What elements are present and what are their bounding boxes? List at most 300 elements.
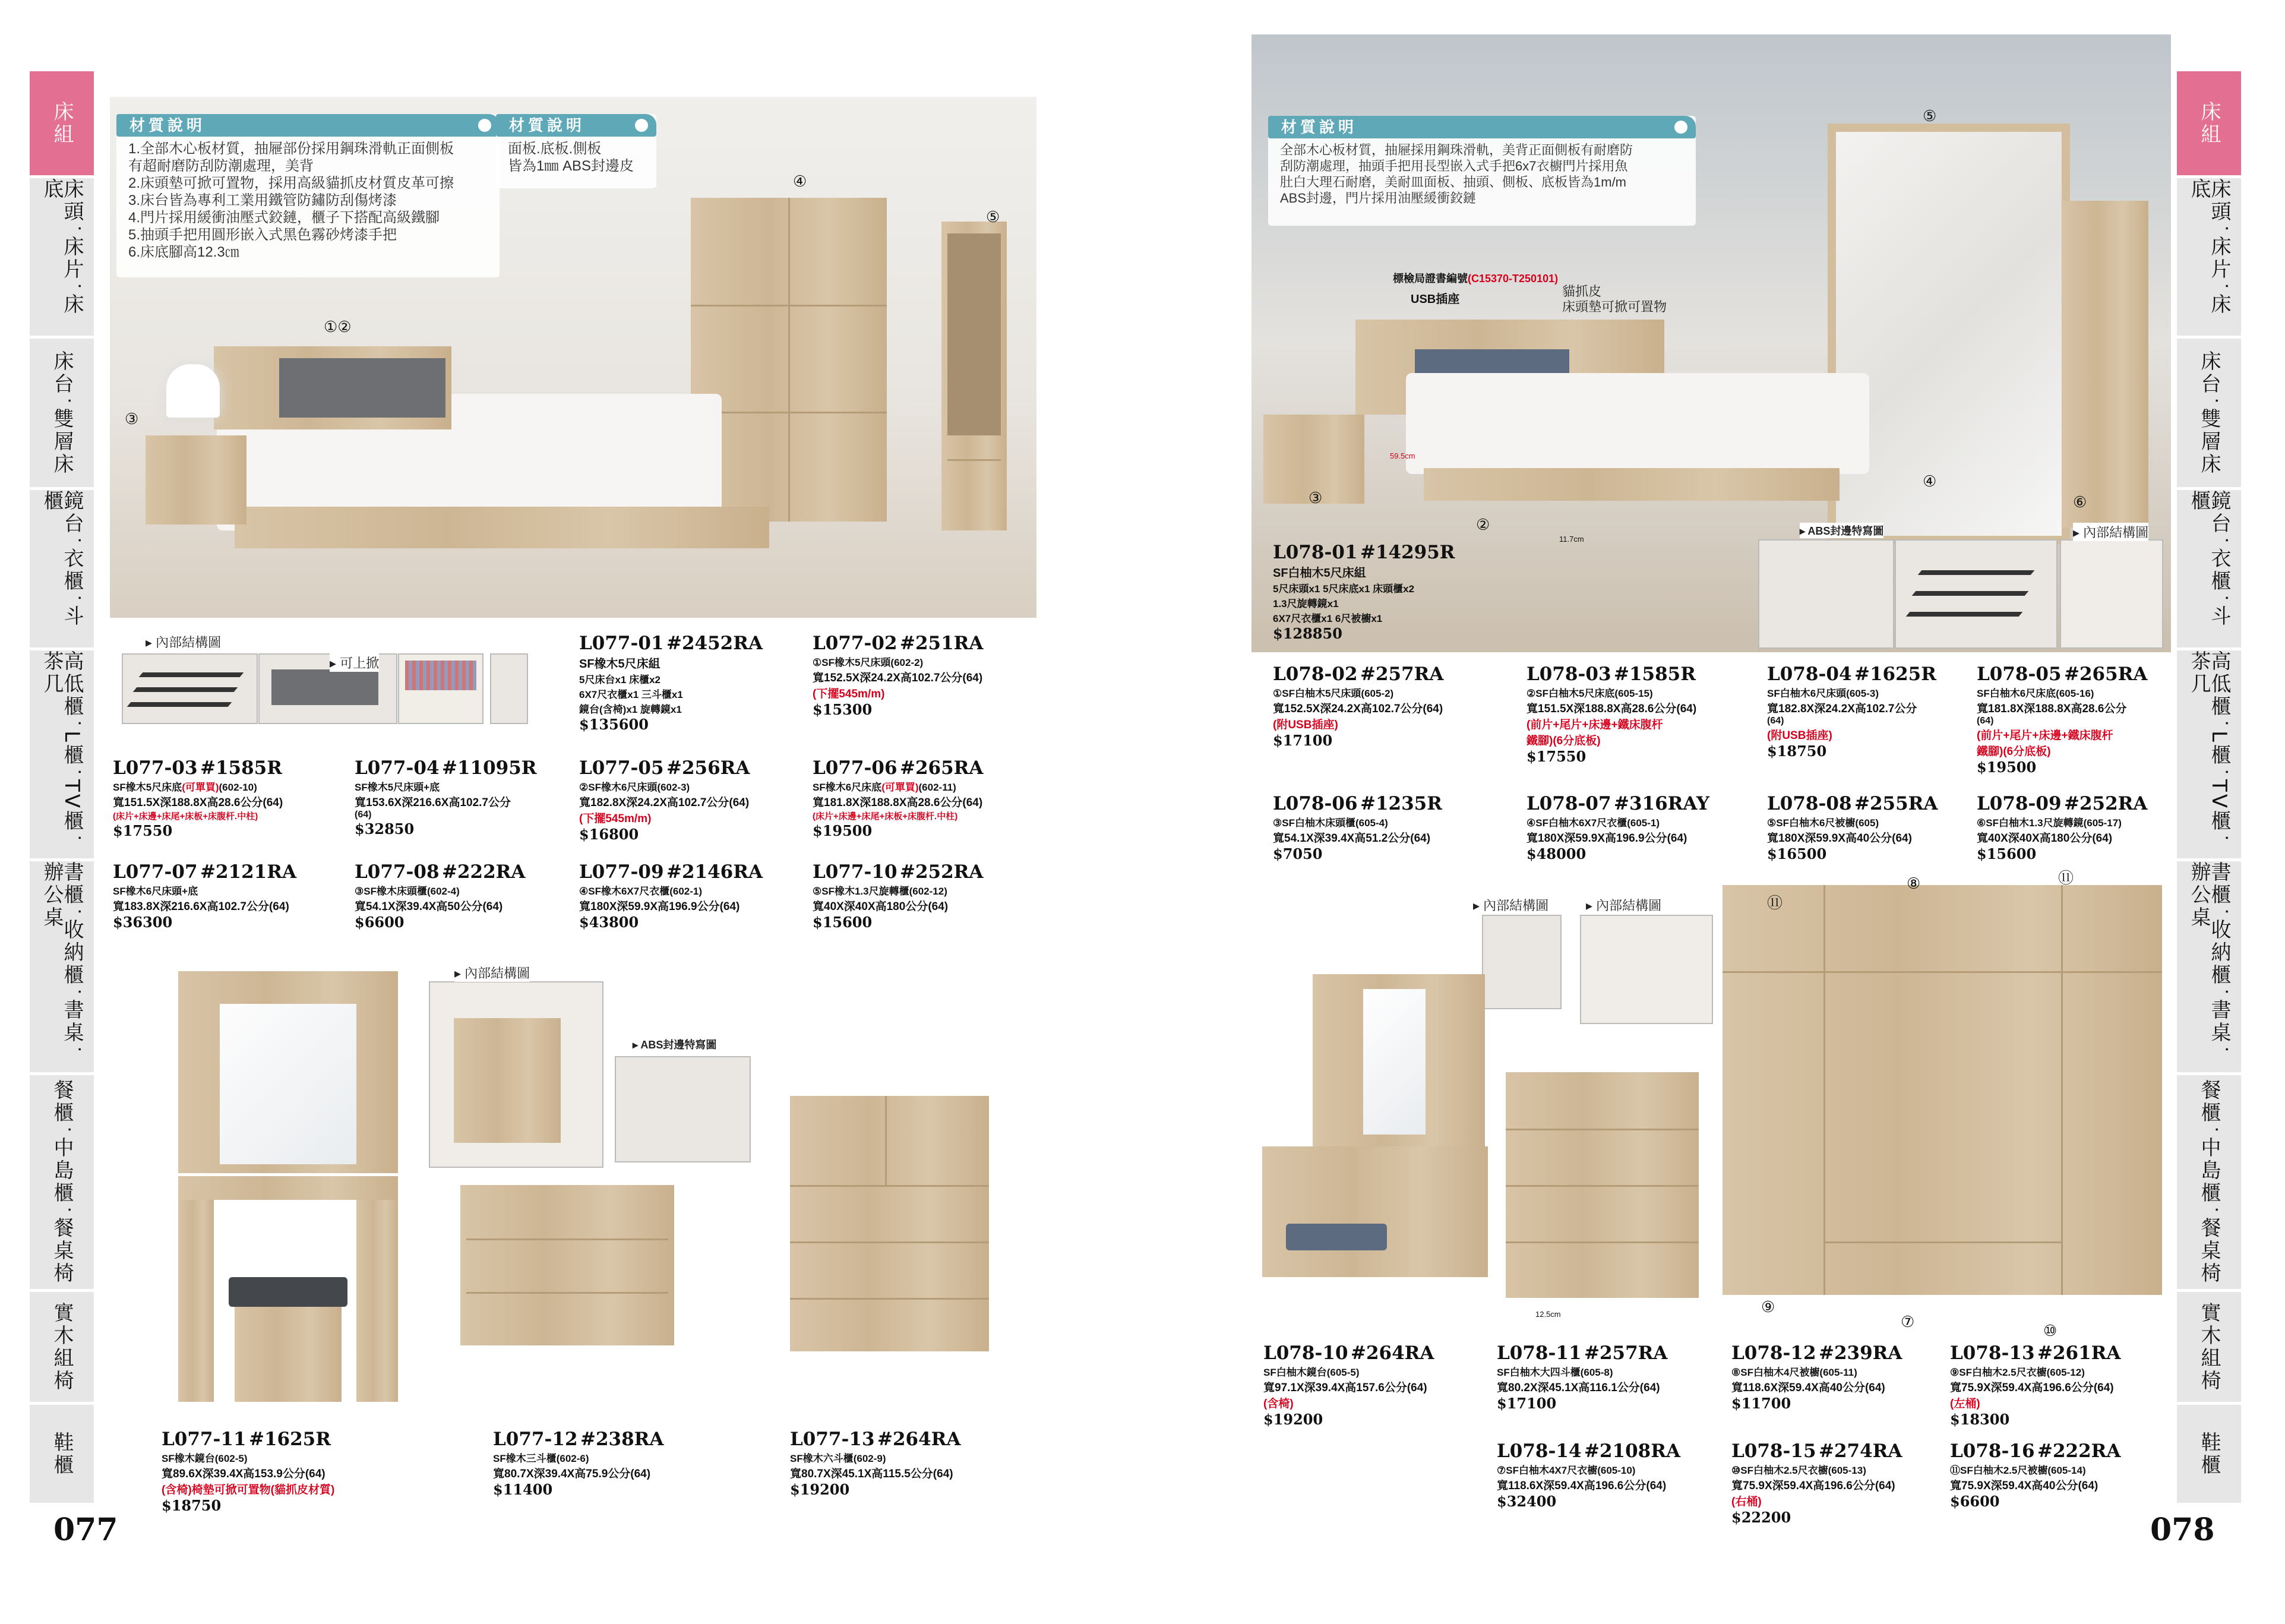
product-price: $11400 [493,1481,553,1498]
price-code: #274RA [1818,1440,1902,1462]
height-59-5: 59.5cm [1390,451,1415,460]
tab-label: 書櫃˙收納櫃˙書桌˙辦公桌 [40,861,84,1057]
product-name-red: (可單買) [881,782,919,793]
product-dimensions: 寬151.5X深188.8X高28.6公分(64) [113,797,283,809]
price-code: #257RA [1584,1342,1668,1364]
product-price: $36300 [113,914,173,931]
product-note: (前片+尾片+床邊+鐵床腹杆 鐵腳)(6分底板) [1977,729,2113,758]
internal-structure-label: ▸ 內部結構圖 [146,633,221,651]
product-price: $17550 [113,822,173,839]
tab-label: 床組 [2197,100,2221,146]
tab-shoe-cabinet[interactable] [30,1405,94,1506]
product-price: $18750 [162,1497,222,1514]
material-header [496,114,656,137]
price-code: #2121RA [200,861,297,883]
tab-label: 實木組椅 [2197,1301,2221,1392]
wardrobe-internal-inset-2 [1580,915,1713,1024]
product-code: L078-13 [1950,1342,2035,1364]
product-dimensions: 寬75.9X深59.4X高40公分(64) [1950,1480,2098,1492]
tab-label: 高低櫃˙L櫃˙TV櫃˙茶几 [2187,650,2231,845]
product-price: $19500 [1977,759,2037,776]
tab-label: 床台˙雙層床 [2197,350,2221,476]
product-code: L077-11 [162,1429,246,1450]
price-code: #239RA [1818,1342,1902,1364]
product-dimensions: 寬183.8X深216.6X高102.7公分(64) [113,901,289,913]
set-line: 1.3尺旋轉鏡x1 [1273,598,1339,609]
page-number-left: 077 [53,1512,118,1548]
product-price: $135600 [579,716,649,733]
tab-label: 床頭˙床片˙床底 [2187,178,2231,316]
product-price: $17550 [1527,748,1586,765]
marker-7: ⑦ [1901,1313,1915,1331]
product-note: (下擺545m/m) [813,688,885,700]
tab-label: 高低櫃˙L櫃˙TV櫃˙茶几 [40,650,84,845]
set-line: 6X7尺衣櫃x1 6尺被櫥x1 [1273,613,1383,624]
marker-9: ⑨ [1761,1298,1775,1316]
label-text: 內部結構圖 [156,635,222,650]
product-dimensions: 寬180X深59.9X高196.9公分(64) [579,901,740,913]
product-L077-01 [579,633,763,733]
price-code: #251RA [899,633,984,654]
product-name: ①SF橡木5尺床頭(602-2) [813,657,924,668]
tab-tv-cabinet[interactable] [30,650,94,861]
tab-bed-set[interactable] [30,71,94,178]
product-price: $6600 [355,914,404,931]
tab-wood-chair[interactable] [30,1292,94,1405]
label-text: 內部結構圖 [1483,898,1549,913]
product-dimensions: 寬54.1X深39.4X高50公分(64) [355,901,503,913]
price-code: #265RA [2063,663,2148,685]
product-code: L077-13 [790,1429,875,1450]
product-dimensions: 寬80.2X深45.1X高116.1公分(64) [1497,1382,1660,1394]
product-code: L078-08 [1767,793,1852,814]
product-L078-12 [1731,1342,1902,1412]
material-header [116,114,500,137]
headboard-image [214,346,451,429]
product-price: $19200 [1263,1411,1323,1428]
callout-text: 貓抓皮 [1562,284,1602,299]
price-code: #255RA [1854,793,1938,814]
vanity-image [178,971,398,1423]
product-name: SF白柚木大四斗櫃(605-8) [1497,1367,1613,1378]
product-name: ⑧SF白柚木4尺被櫥(605-11) [1731,1367,1857,1378]
tab-shoe-cabinet[interactable] [2177,1405,2241,1506]
product-L077-06 [813,757,983,839]
product-name: SF橡木5尺床組 [579,658,660,671]
abs-edge-inset [1758,539,1894,649]
material-body: 1.全部木心板材質，抽屜部份採用鋼珠滑軌正面側板 有超耐磨防刮防潮處理，美背 2.床頭墊可掀可置物，採用高級貓抓皮材質皮革可擦 3.床台皆為專利工業用鐵管防鏽防刮傷烤漆 4.門片採用緩衝油壓式鉸鏈，櫃子下搭配高級鐵腳 5.抽頭手把用圓形嵌入式黑色霧砂烤漆手把 6.床底腳高12.3㎝ [128,141,454,260]
set-line: 鏡台(含椅)x1 旋轉鏡x1 [579,704,682,715]
product-L077-05 [579,757,750,843]
product-L078-16 [1950,1440,2120,1510]
tab-bed-set[interactable] [2177,71,2241,178]
left-category-tabs [30,71,94,1506]
material-title: 材質說明 [509,116,586,134]
tab-label: 實木組椅 [50,1301,74,1392]
tab-tv-cabinet[interactable] [2177,650,2241,861]
tab-headboard[interactable] [2177,178,2241,339]
bed-frame-inset [122,653,258,724]
product-dimensions: 寬182.8X深24.2X高102.7公分(64) [579,797,750,809]
product-dimensions-extra: (64) [1767,716,1784,726]
marker-4: ④ [1923,472,1937,490]
product-dimensions: 寬153.6X深216.6X高102.7公分 [355,797,511,809]
label-text: 內部結構圖 [1596,898,1662,913]
product-L077-10 [813,861,983,931]
tab-label: 餐櫃˙中島櫃˙餐桌椅 [2197,1079,2221,1285]
material-box [116,114,500,277]
price-code: #316RAY [1613,793,1710,814]
product-code: L077-09 [579,861,664,883]
marker-11-left: ⑪ [1767,894,1783,912]
vanity-internal-inset [1482,915,1562,1009]
product-code: L078-04 [1767,663,1852,685]
product-note: (含椅) [1263,1398,1294,1410]
tab-bookcase[interactable] [30,861,94,1075]
marker-10: ⑩ [2043,1322,2058,1339]
tab-bookcase[interactable] [2177,861,2241,1075]
product-name: ③SF橡木床頭櫃(602-4) [355,886,460,897]
product-dimensions: 寬97.1X深39.4X高157.6公分(64) [1263,1382,1427,1394]
label-text: ABS封邊特寫圖 [640,1039,717,1051]
tab-headboard[interactable] [30,178,94,339]
tab-dining[interactable] [30,1075,94,1292]
product-note: (附USB插座) [1767,729,1832,742]
product-L078-10 [1263,1342,1434,1428]
product-name-tail: (602-11) [918,782,956,793]
wardrobe-inset [398,653,483,724]
material-title: 材質說明 [1281,118,1358,136]
marker-2: ② [1476,516,1490,533]
price-code: #1625R [1854,663,1936,685]
product-dimensions: 寬152.5X深24.2X高102.7公分(64) [813,672,983,684]
price-code: #11095R [441,757,537,779]
price-code: #2146RA [666,861,763,883]
marker-8: ⑧ [1907,874,1921,892]
lamp-image [166,364,220,418]
price-code: #252RA [2063,793,2148,814]
combo-wardrobe-image [1723,885,2162,1295]
product-name: SF橡木三斗櫃(602-6) [493,1453,589,1464]
product-dimensions: 寬118.6X深59.4X高40公分(64) [1731,1382,1885,1394]
tab-label: 鏡台˙衣櫃˙斗櫃 [40,490,84,628]
marker-3: ③ [125,410,139,428]
product-note: (右桶) [1731,1496,1762,1508]
abs-edge-inset [615,1056,751,1162]
product-name: ⑨SF白柚木2.5尺衣櫥(605-12) [1950,1367,2085,1378]
product-L078-13 [1950,1342,2120,1428]
product-L077-12 [493,1429,663,1498]
product-dimensions: 寬40X深40X高180公分(64) [1977,832,2113,845]
product-name: ②SF白柚木5尺床底(605-15) [1527,688,1653,699]
price-code: #238RA [580,1429,664,1450]
product-name-red: (可單買) [182,782,219,793]
price-code: #261RA [2037,1342,2121,1364]
price-code: #1585R [1613,663,1696,685]
product-price: $16800 [579,826,639,843]
product-L077-13 [790,1429,960,1498]
product-dimensions-extra: (64) [355,810,372,820]
marker-6: ⑥ [2073,493,2087,511]
product-name: SF白柚木5尺床組 [1273,567,1366,580]
product-name: SF白柚木6尺床底(605-16) [1977,688,2094,699]
set-line: 5尺床台x1 床櫃x2 [579,674,660,685]
cert-number: (C15370-T250101) [1468,273,1559,285]
product-price: $128850 [1273,625,1342,642]
three-drawer-chest-image [460,1185,674,1345]
product-dimensions: 寬180X深59.9X高196.9公分(64) [1527,832,1687,845]
product-note: (床片+床邊+床尾+床板+床腹杆.中柱) [113,811,258,822]
product-name: SF橡木5尺床底 [113,782,182,793]
page-number-right: 078 [2150,1512,2215,1548]
product-price: $19500 [813,822,873,839]
product-price: $15300 [813,701,873,718]
product-code: L078-02 [1273,663,1358,685]
product-L077-09 [579,861,763,931]
product-code: L077-03 [113,757,198,779]
product-price: $22200 [1731,1509,1791,1526]
abs-edge-label: ▸ ABS封邊特寫圖 [1800,523,1883,538]
product-dimensions-extra: (64) [1977,716,1994,726]
product-name: ②SF橡木6尺床頭(602-3) [579,782,690,793]
height-12-5: 12.5cm [1535,1310,1561,1319]
product-dimensions: 寬180X深59.9X高40公分(64) [1767,832,1912,845]
product-code: L078-01 [1273,542,1358,563]
shelf-inset [490,653,528,724]
marker-3: ③ [1309,489,1323,507]
product-L077-08 [355,861,525,931]
tab-wood-chair[interactable] [2177,1292,2241,1405]
material-box [1268,116,1696,226]
marble-wardrobe-image [1828,124,2070,544]
tab-label: 鞋櫃 [50,1431,74,1477]
product-code: L078-07 [1527,793,1611,814]
product-dimensions: 寬54.1X深39.4X高51.2公分(64) [1273,832,1431,845]
bed-base-image [235,507,769,548]
set-line: 6X7尺衣櫃x1 三斗櫃x1 [579,689,683,700]
price-code: #1625R [248,1429,331,1450]
product-code: L078-10 [1263,1342,1348,1364]
product-code: L077-05 [579,757,664,779]
product-dimensions: 寬151.5X深188.8X高28.6公分(64) [1527,703,1697,715]
product-name: ④SF橡木6X7尺衣櫃(602-1) [579,886,703,897]
product-name: SF橡木鏡台(602-5) [162,1453,248,1464]
product-price: $18750 [1767,743,1827,760]
product-code: L077-06 [813,757,897,779]
product-note: (附USB插座) [1273,719,1338,731]
product-L078-05 [1977,663,2147,776]
price-code: #265RA [899,757,984,779]
product-dimensions: 寬152.5X深24.2X高102.7公分(64) [1273,703,1443,715]
product-code: L078-05 [1977,663,2062,685]
product-dimensions: 寬89.6X深39.4X高153.9公分(64) [162,1468,325,1480]
price-code: #14295R [1360,542,1455,563]
price-code: #257RA [1360,663,1444,685]
product-code: L078-14 [1497,1440,1582,1462]
product-name: ⑪SF白柚木2.5尺被櫥(605-14) [1950,1465,2086,1476]
bed-image [1406,373,1869,474]
marker-5: ⑤ [986,208,1000,226]
price-code: #2108RA [1584,1440,1681,1462]
product-name: SF白柚木鏡台(605-5) [1263,1367,1360,1378]
internal-structure-label-b: ▸ 內部結構圖 [1586,896,1661,914]
tab-label: 餐櫃˙中島櫃˙餐桌椅 [50,1079,74,1285]
price-code: #264RA [1350,1342,1434,1364]
product-dimensions: 寬181.8X深188.8X高28.6公分 [1977,703,2127,715]
product-L078-08 [1767,793,1938,862]
internal-structure-label: ▸ 內部結構圖 [2073,523,2148,541]
product-code: L077-07 [113,861,198,883]
product-name-tail: (602-10) [219,782,257,793]
tab-bedframe[interactable] [2177,339,2241,490]
product-code: L078-09 [1977,793,2062,814]
product-name: ③SF白柚木床頭櫃(605-4) [1273,817,1388,829]
product-price: $16500 [1767,845,1827,862]
product-L078-11 [1497,1342,1667,1412]
product-code: L078-06 [1273,793,1358,814]
price-code: #256RA [666,757,750,779]
product-name: SF白柚木6尺床頭(605-3) [1767,688,1879,699]
material-header [1268,116,1696,138]
product-name: SF橡木5尺床頭+底 [355,782,440,793]
bed-frame-inset [1895,539,2058,649]
product-L077-07 [113,861,296,931]
vanity-image [1262,974,1488,1325]
tab-dresser[interactable] [30,490,94,650]
price-code: #222RA [441,861,526,883]
product-dimensions: 寬80.7X深45.1X高115.5公分(64) [790,1468,953,1480]
product-name: SF橡木六斗櫃(602-9) [790,1453,886,1464]
tab-dining[interactable] [2177,1075,2241,1292]
product-price: $32400 [1497,1493,1557,1510]
product-L078-15 [1731,1440,1902,1526]
tab-label: 床台˙雙層床 [50,350,74,476]
product-note: (含椅)椅墊可掀可置物(貓抓皮材質) [162,1484,335,1496]
rotating-shelf-image [941,222,1007,530]
nightstand-image [146,435,246,525]
product-name: SF橡木6尺床頭+底 [113,886,198,897]
product-dimensions: 寬75.9X深59.4X高196.6公分(64) [1950,1382,2114,1394]
product-L078-14 [1497,1440,1680,1510]
product-name: ⑥SF白柚木1.3尺旋轉鏡(605-17) [1977,817,2122,829]
material-body: 全部木心板材質，抽屜採用鋼珠滑軌，美背正面側板有耐磨防 刮防潮處理，抽頭手把用長型嵌入式手把6x7衣櫥門片採用魚 肚白大理石耐磨，美耐皿面板、抽頭、側板、底板皆為1m/m ABS封邊，門片採用油壓緩衝鉸鏈 [1280,143,1633,206]
product-code: L078-12 [1731,1342,1816,1364]
vanity-internal-inset [429,981,603,1168]
four-drawer-chest-image [1506,1072,1699,1298]
price-code: #264RA [877,1429,961,1450]
product-name: ①SF白柚木5尺床頭(605-2) [1273,688,1394,699]
product-price: $11700 [1731,1395,1791,1412]
product-code: L077-10 [813,861,897,883]
height-11-7: 11.7cm [1559,535,1584,544]
product-code: L077-02 [813,633,897,654]
product-price: $17100 [1273,732,1333,749]
usb-callout: USB插座 [1411,293,1460,306]
product-code: L078-15 [1731,1440,1816,1462]
label-text: 內部結構圖 [2083,525,2149,540]
label-text: ABS封邊特寫圖 [1807,525,1884,537]
tab-label: 床頭˙床片˙床底 [40,178,84,316]
product-L078-01 [1273,542,1455,642]
product-name: ⑤SF橡木1.3尺旋轉櫃(602-12) [813,886,947,897]
marker-4: ④ [793,172,807,190]
product-dimensions: 寬75.9X深59.4X高196.6公分(64) [1731,1480,1895,1492]
bed-base-image [1424,468,1840,501]
product-L077-11 [162,1429,334,1514]
product-code: L077-01 [579,633,664,654]
product-price: $43800 [579,914,639,931]
label-text: 可上掀 [340,656,380,671]
callout-text: 床頭墊可掀可置物 [1562,299,1667,314]
tab-dresser[interactable] [2177,490,2241,650]
tab-bedframe[interactable] [30,339,94,490]
product-price: $7050 [1273,845,1323,862]
product-L078-03 [1527,663,1696,765]
product-note: (左桶) [1950,1398,1980,1410]
price-code: #252RA [899,861,984,883]
price-code: #1585R [200,757,282,779]
product-name: ⑩SF白柚木2.5尺衣櫥(605-13) [1731,1465,1866,1476]
product-code: L077-12 [493,1429,578,1450]
product-note: (下擺545m/m) [579,813,652,825]
marker-1-2: ①② [324,318,352,336]
tab-label: 床組 [50,100,74,146]
marker-11-right: ⑪ [2058,869,2074,887]
product-price: $15600 [813,914,873,931]
product-L078-04 [1767,663,1936,760]
product-note: (前片+尾片+床邊+鐵床腹杆 鐵腳)(6分底板) [1527,719,1663,747]
price-code: #2452RA [666,633,763,654]
product-code: L078-11 [1497,1342,1582,1364]
product-L078-06 [1273,793,1442,862]
product-code: L078-03 [1527,663,1611,685]
wardrobe-internal-inset [2060,539,2163,649]
marker-5: ⑤ [1923,107,1937,125]
internal-structure-label-a: ▸ 內部結構圖 [1473,896,1548,914]
internal-structure-label-2: ▸ 內部結構圖 [454,963,530,982]
abs-edge-label: ▸ ABS封邊特寫圖 [633,1037,716,1052]
callout-text: 標檢局證書編號 [1393,273,1468,285]
product-dimensions: 寬80.7X深39.4X高75.9公分(64) [493,1468,651,1480]
rotating-mirror-image [2062,201,2148,527]
product-price: $18300 [1950,1411,2010,1428]
cat-leather-callout [1562,284,1667,315]
product-name: ④SF白柚木6X7尺衣櫃(605-1) [1527,817,1660,829]
product-code: L078-16 [1950,1440,2035,1462]
material-body: 面板.底板.側板 皆為1㎜ ABS封邊皮 [508,141,634,174]
price-code: #1235R [1360,793,1442,814]
product-dimensions: 寬182.8X深24.2X高102.7公分 [1767,703,1917,715]
product-L077-02 [813,633,983,718]
set-line: 5尺床頭x1 5尺床底x1 床頭櫃x2 [1273,583,1415,595]
six-drawer-chest-image [790,1096,989,1351]
liftable-label: ▸ 可上掀 [330,653,379,672]
product-name: ⑤SF白柚木6尺被櫥(605) [1767,817,1879,829]
product-dimensions: 寬181.8X深188.8X高28.6公分(64) [813,797,983,809]
product-name: ⑦SF白柚木4X7尺衣櫥(605-10) [1497,1465,1636,1476]
product-L078-07 [1527,793,1709,862]
product-code: L077-08 [355,861,440,883]
tab-label: 鏡台˙衣櫃˙斗櫃 [2187,490,2231,628]
product-L077-04 [355,757,537,838]
product-name: SF橡木6尺床底 [813,782,882,793]
product-dimensions: 寬40X深40X高180公分(64) [813,901,949,913]
product-price: $32850 [355,820,415,838]
material-box-2 [496,114,656,188]
tab-label: 書櫃˙收納櫃˙書桌˙辦公桌 [2187,861,2231,1057]
product-code: L077-04 [355,757,440,779]
product-price: $48000 [1527,845,1586,862]
